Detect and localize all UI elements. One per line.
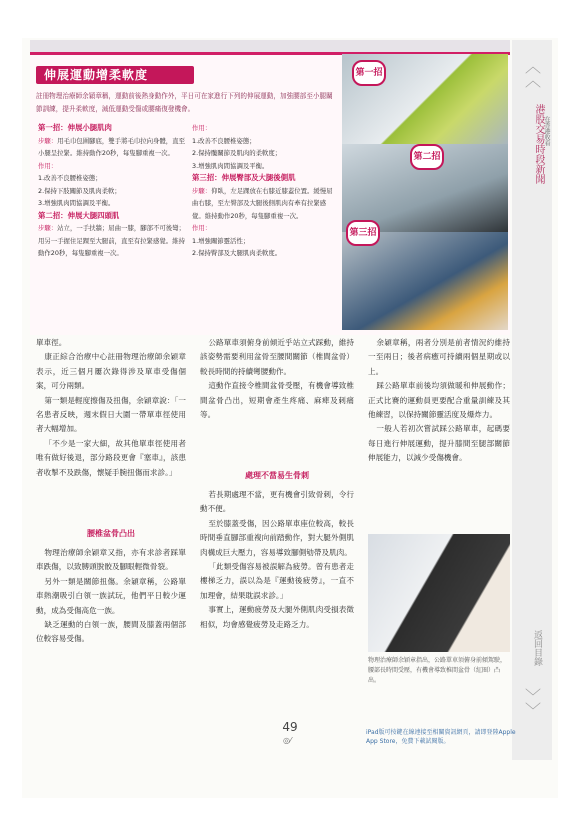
paragraph: 缺乏運動的白領一族，腰間及膝蓋兩個部位較容易受傷。 [36,620,186,644]
step3-use: 2.保持臀部及大腿肌肉柔軟度。 [192,249,282,257]
top-strip [30,40,510,52]
step1-use: 1.改善不良腰椎姿態； [38,174,102,182]
article-col3 [368,336,510,466]
paragraph: 這動作直接令椎間盆骨受壓，有機會導致椎間盆骨凸出，短期會產生疼痛、麻痺及刺痛等。 [200,381,354,420]
paragraph: 物理治療師余穎章又指，亦有求診者踩單車跌傷，以致膊頭脫骹及腳眼輕微骨裂。 [36,548,186,572]
badge-step2: 第二招 [410,144,444,170]
col2-use: 3.增強肌肉間協調及平衡。 [192,161,269,170]
step3-desc: 仰臥，左足踝放在右膝近膝蓋位置。緩慢屈曲右膝，至左臀部及大腿後側肌肉有牽有拉緊感覺。維持動作20秒，每隻腳重複一次。 [192,186,333,220]
step-col2 [192,122,337,260]
chevron-down-icon[interactable]: ﹀ [524,687,541,706]
paragraph: 至於膝蓋受傷，因公路單車座位較高，較長時間垂直腳部重複向前踏動作，對大腿外側肌肉構成巨大壓力，容易導致腳側劬帶及肌肉。 [200,518,354,557]
side-subtitle: 在香港收看 [543,116,550,146]
step1-use: 2.保持下肢關節及肌肉柔軟； [38,186,121,195]
paragraph: 事實上，運動疲勞及大腿外側肌肉受損表徵相似，均會感覺疲勞及走路乏力。 [200,605,354,629]
therapist-photo [368,534,510,652]
step1-heading: 第一招：伸展小腿肌肉 [38,123,112,132]
paragraph: 第一類是輕度擦傷及扭傷，余穎章說：「一名患者反映，週末假日大圍一帶單車徑使用者大幅增加。 [36,395,186,434]
page-number: 49 [282,720,298,734]
step3-label: 步驟： [192,186,212,195]
paragraph: 「此類受傷容易被誤解為疲勞。曾有患者走樓梯乏力，誤以為是『運動後疲勞』，一直不加理會，結果耽誤求診。」 [200,562,354,600]
step2-desc: 站立，一手扶牆；屈曲一膝，腳部不可後彎；用另一手握住足踝至大腿前，直至有拉緊感覺。維持動作20秒，每隻腳重複一次。 [38,224,185,257]
ipad-footer-note[interactable]: iPad版可按鍵在線連接至相關資訊網頁，請即登陸Apple App Store，免費下載試閱版。 [366,729,516,745]
logo-icon: ◎⁄ [283,736,292,745]
paragraph: 余穎章稱，兩者分別是前者情況約維持一至兩日；後者病癒可持續兩個星期或以上。 [368,338,510,376]
step2-heading: 第二招：伸展大腿四頭肌 [38,210,120,220]
box-title: 伸展運動增柔軟度 [36,66,194,84]
col2-use: 2.保持髖關節及肌肉的柔軟度； [192,149,282,157]
chevron-up-icon[interactable]: ︿ [524,71,541,90]
paragraph: 單車徑。 [36,338,67,347]
col2-use: 1.改善不良腰椎姿態； [192,136,256,145]
paragraph: 踩公路單車前後均須做暖和伸展動作；正式比賽的運動員更要配合重量訓練及其他練習，以保持關節靈活度及爆炸力。 [368,381,510,420]
paragraph: 一般人若初次嘗試踩公路單車，起碼要每日進行伸展運動，提升膝間至腿部關節伸展能力，以減少受傷機會。 [368,424,510,463]
exercise-photos [342,54,508,330]
step3-use-label: 作用： [192,224,212,232]
step1-label: 步驟： [38,136,58,145]
article-col1 [36,336,186,480]
article-col1b [36,546,186,647]
chevron-up-icon[interactable]: ︿ [524,57,541,76]
badge-step3: 第三招 [346,220,380,246]
step3-use: 1.增強關節靈活性； [192,236,250,245]
paragraph: 公路單車須俯身前傾近乎站立式踩動，維持該姿勢需要利用盆骨至腰間關節（椎間盆骨）較長時間的持續彎腰動作。 [200,338,354,376]
col2-use-label: 作用： [192,124,212,132]
side-title[interactable]: 港股交易時段新聞 [533,104,544,184]
paragraph: 康正綜合治療中心註冊物理治療師余穎章表示，近三個月屢次錄得涉及單車受傷個案，可分兩類。 [36,352,186,391]
step1-use-label: 作用： [38,161,58,170]
subheading-2: 處理不當易生骨刺 [245,471,309,480]
subheading-1: 腰椎盆骨凸出 [87,529,135,538]
article-col2 [200,336,354,422]
step2-label: 步驟： [38,224,58,232]
article-col2b [200,488,354,632]
back-to-contents-link[interactable]: 返回目錄 [532,630,542,666]
paragraph: 若長期處理不當，更有機會引致骨刺，令行動不便。 [200,490,354,514]
step1-desc: 用毛巾包圍腳底，雙手將毛巾拉向身體，直至小腿呈拉緊。維持動作20秒，每隻腳重複一次。 [38,136,185,157]
step3-heading: 第三招：伸展臀部及大腿後側肌 [192,173,296,182]
badge-step1: 第一招 [352,60,386,86]
chevron-down-icon[interactable]: ﹀ [524,701,541,720]
step1-use: 3.增強肌肉間協調及平衡。 [38,199,115,207]
photo-caption: 物理治療師余穎章指出，公路單車須俯身前傾駕駛，腰部長時間受壓，有機會導致椎間盆骨（紅圈）凸出。 [368,657,507,684]
paragraph: 「不少是一家大細，故其他單車徑使用者唯有做好後退，部分路段更會『塞車』，該患者收掣不及跌傷，懷疑手腕扭傷而求診。」 [36,438,186,477]
box-intro: 註冊物理治療師余穎章稱，運動前後熱身動作外，平日可在家進行下列的伸展運動，加強腰部至小腿關節訓練，提升柔軟度，減低運動受傷或腰痛復發機會。 [36,92,333,113]
photo-hamstring-stretch [342,232,508,330]
step1 [38,122,188,260]
paragraph: 另外一類是關節扭傷。余穎章稱，公路單車熱潮吸引白領一族試玩，他們平日較少運動，成為受傷高危一族。 [36,576,186,615]
